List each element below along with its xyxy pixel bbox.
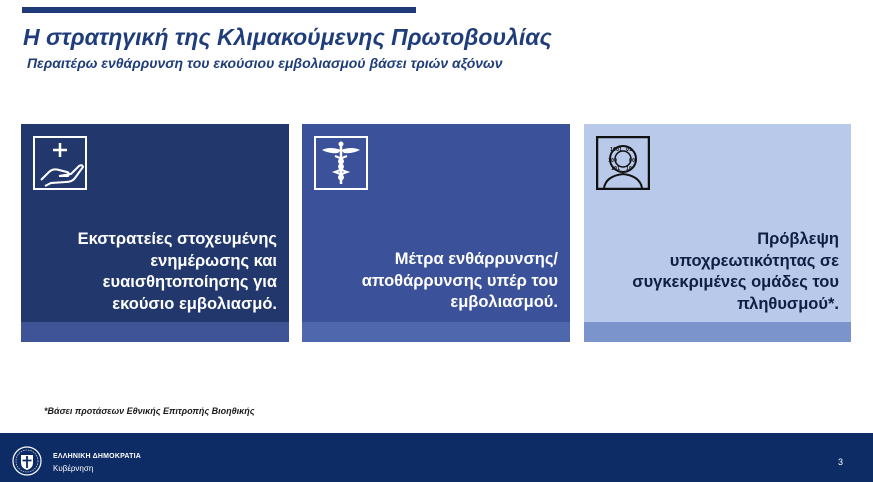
card-text-line: πληθυσμού*. [737,294,839,313]
hellenic-republic-emblem-icon [12,446,42,476]
card-text [27,229,277,315]
card-text-line: Πρόβλεψη [757,230,839,248]
card-text-line: ενημέρωσης και [150,251,277,270]
card-text-line: συγκεκριμένες ομάδες του [632,273,839,291]
card-text-line: εμβολιασμού. [450,293,558,311]
strategy-card-awareness [21,124,289,342]
svg-text:01: 01 [626,147,633,153]
person-data-icon [596,136,650,190]
card-text-line: Εκστρατείες στοχευμένης [77,230,277,248]
svg-text:10: 10 [626,166,633,172]
hand-plus-icon [33,136,87,190]
svg-text:101: 101 [611,166,621,172]
strategy-card-mandatory [584,124,851,342]
org-name: ΕΛΛΗΝΙΚΗ ΔΗΜΟΚΡΑΤΙΑ [53,453,141,460]
caduceus-icon [314,136,368,190]
org-subtitle: Κυβέρνηση [53,464,94,473]
card-text-line: ευαισθητοποίησης για [102,273,277,291]
card-text-line: αποθάρρυνσης υπέρ του [361,271,558,290]
card-text-line: Μέτρα ενθάρρυνσης/ [394,250,558,268]
card-text [589,229,839,315]
card-bottom-band [302,322,570,342]
card-text [308,249,558,314]
svg-text:00: 00 [629,158,636,164]
card-bottom-band [21,322,289,342]
page-subtitle: Περαιτέρω ενθάρρυνση του εκούσιου εμβολιασμού βάσει τριών αξόνων [27,55,503,71]
card-bottom-band [584,322,851,342]
strategy-card-incentives [302,124,570,342]
svg-text:1001: 1001 [610,147,623,153]
page-title: Η στρατηγική της Κλιμακούμενης Πρωτοβουλίας [23,24,552,50]
page-number: 3 [838,457,844,467]
card-text-line: εκούσιο εμβολιασμό. [112,294,277,313]
footnote: *Βάσει προτάσεων Εθνικής Επιτροπής Βιοηθικής [44,406,255,416]
card-text-line: υποχρεωτικότητας σε [669,251,839,270]
top-accent-bar [22,7,416,13]
svg-text:100: 100 [608,158,618,164]
